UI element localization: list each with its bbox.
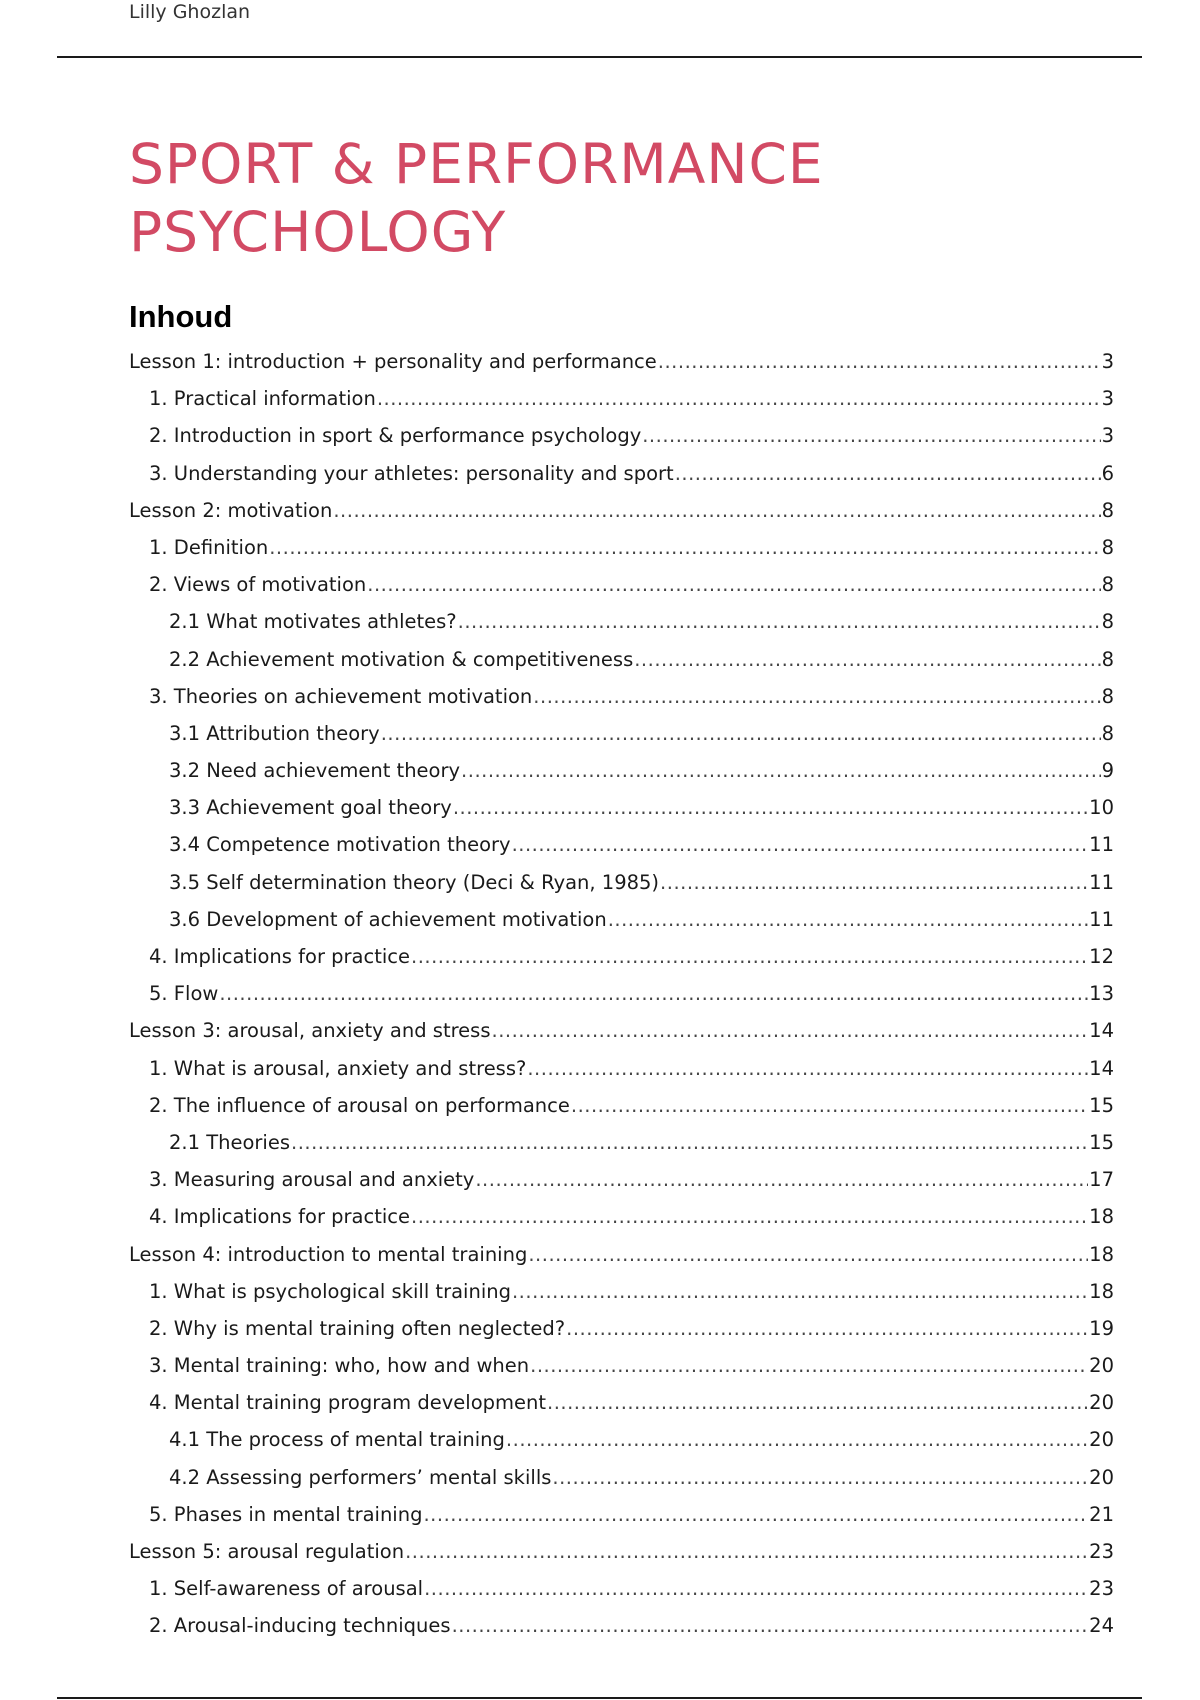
toc-entry-page-number[interactable]: 8: [1101, 721, 1114, 745]
toc-entry[interactable]: [129, 908, 1114, 945]
toc-entry-label[interactable]: 1. Self-awareness of arousal: [149, 1577, 424, 1601]
toc-entry[interactable]: [129, 1280, 1114, 1317]
toc-entry-label[interactable]: 3. Understanding your athletes: personality and sport: [149, 461, 674, 485]
header-author: Lilly Ghozlan: [129, 1, 251, 23]
toc-entry-label[interactable]: 1. Practical information: [149, 387, 376, 411]
toc-entry[interactable]: [129, 1391, 1114, 1428]
toc-dot-leader: [475, 1168, 1088, 1191]
toc-dot-leader: [452, 1614, 1089, 1637]
toc-entry-page-number[interactable]: 8: [1101, 610, 1114, 634]
toc-entry-label[interactable]: 2.1 Theories: [169, 1130, 290, 1154]
toc-entry-label[interactable]: 4. Implications for practice: [149, 945, 411, 968]
toc-dot-leader: [367, 573, 1100, 596]
toc-entry[interactable]: [129, 1354, 1114, 1391]
toc-entry-page-number[interactable]: 8: [1101, 535, 1114, 559]
toc-dot-leader: [458, 610, 1101, 633]
toc-entry-page-number[interactable]: 20: [1089, 1465, 1114, 1489]
header-divider: [57, 56, 1142, 58]
toc-entry[interactable]: [129, 499, 1114, 536]
toc-entry-page-number[interactable]: 15: [1089, 1130, 1114, 1154]
toc-entry[interactable]: [129, 573, 1114, 610]
toc-entry[interactable]: [129, 536, 1114, 573]
toc-entry-page-number[interactable]: 9: [1101, 759, 1114, 783]
toc-entry-page-number[interactable]: 3: [1101, 424, 1114, 448]
footer-divider: [57, 1697, 1142, 1699]
toc-entry[interactable]: [129, 1503, 1114, 1540]
toc-entry[interactable]: [129, 722, 1114, 759]
toc-entry[interactable]: [129, 462, 1114, 499]
toc-dot-leader: [381, 722, 1101, 745]
toc-entry[interactable]: [129, 610, 1114, 647]
toc-entry[interactable]: [129, 1243, 1114, 1280]
toc-dot-leader: [642, 424, 1100, 447]
toc-dot-leader: [547, 1391, 1088, 1414]
toc-dot-leader: [506, 1428, 1088, 1451]
toc-dot-leader: [634, 648, 1100, 671]
toc-entry-label[interactable]: 1. What is psychological skill training: [149, 1279, 511, 1303]
toc-entry[interactable]: [129, 350, 1114, 387]
toc-entry[interactable]: [129, 945, 1114, 982]
toc-entry-page-number[interactable]: 10: [1089, 796, 1114, 820]
toc-entry-page-number[interactable]: 21: [1089, 1502, 1114, 1526]
toc-entry-page-number[interactable]: 20: [1089, 1354, 1114, 1378]
toc-entry-page-number[interactable]: 18: [1089, 1242, 1114, 1266]
toc-dot-leader: [566, 1317, 1088, 1340]
toc-entry-label[interactable]: 1. What is arousal, anxiety and stress?: [149, 1056, 527, 1080]
toc-entry[interactable]: [129, 387, 1114, 424]
toc-dot-leader: [377, 387, 1101, 410]
toc-dot-leader: [411, 1205, 1088, 1228]
toc-entry-page-number[interactable]: 3: [1101, 350, 1114, 373]
toc-dot-leader: [660, 871, 1088, 894]
toc-entry-label[interactable]: 3.4 Competence motivation theory: [169, 833, 511, 857]
toc-entry-label[interactable]: 3.5 Self determination theory (Deci & Ryan, 1985): [169, 870, 660, 894]
toc-entry[interactable]: [129, 1131, 1114, 1168]
document-title-line-2: PSYCHOLOGY: [129, 200, 507, 264]
toc-entry-label[interactable]: Lesson 1: introduction + personality and performance: [129, 350, 657, 373]
toc-entry-label[interactable]: Lesson 5: arousal regulation: [129, 1540, 405, 1563]
toc-dot-leader: [512, 1280, 1088, 1303]
toc-entry-label[interactable]: 3. Measuring arousal and anxiety: [149, 1168, 475, 1192]
toc-dot-leader: [528, 1243, 1088, 1266]
toc-heading: Inhoud: [129, 299, 233, 334]
toc-entry-page-number[interactable]: 8: [1101, 647, 1114, 671]
toc-entry-page-number[interactable]: 8: [1101, 573, 1114, 597]
toc-entry-label[interactable]: 2.2 Achievement motivation & competitiveness: [169, 647, 634, 671]
toc-dot-leader: [552, 1466, 1088, 1489]
toc-dot-leader: [658, 350, 1101, 373]
toc-dot-leader: [291, 1131, 1088, 1154]
toc-entry-page-number[interactable]: 11: [1089, 907, 1114, 931]
toc-dot-leader: [461, 759, 1101, 782]
toc-entry-label[interactable]: 3.6 Development of achievement motivation: [169, 907, 607, 931]
toc-entry-label[interactable]: Lesson 3: arousal, anxiety and stress: [129, 1019, 491, 1043]
toc-entry-page-number[interactable]: 24: [1089, 1614, 1114, 1638]
document-title-line-1: SPORT & PERFORMANCE: [129, 132, 824, 196]
toc-entry[interactable]: [129, 685, 1114, 722]
toc-dot-leader: [530, 1354, 1088, 1377]
toc-entry-label[interactable]: 4. Implications for practice: [149, 1205, 411, 1229]
toc-entry-label[interactable]: 2. Introduction in sport & performance psychology: [149, 424, 642, 448]
toc-entry[interactable]: [129, 796, 1114, 833]
toc-entry-label[interactable]: 5. Flow: [149, 982, 219, 1006]
toc-dot-leader: [405, 1540, 1088, 1563]
table-of-contents: [129, 350, 1114, 1652]
toc-dot-leader: [269, 536, 1100, 559]
toc-entry-label[interactable]: 2. Why is mental training often neglected?: [149, 1316, 566, 1340]
toc-entry-page-number[interactable]: 8: [1101, 498, 1114, 522]
toc-entry-label[interactable]: 3.2 Need achievement theory: [169, 759, 461, 783]
toc-entry-page-number[interactable]: 18: [1089, 1205, 1114, 1229]
toc-entry-page-number[interactable]: 6: [1101, 461, 1114, 485]
toc-entry-label[interactable]: 3. Mental training: who, how and when: [149, 1354, 530, 1378]
toc-entry-page-number[interactable]: 14: [1089, 1056, 1114, 1080]
toc-entry-label[interactable]: 4.2 Assessing performers’ mental skills: [169, 1465, 552, 1489]
toc-entry-page-number[interactable]: 23: [1089, 1577, 1114, 1601]
toc-entry-page-number[interactable]: 11: [1089, 833, 1114, 857]
toc-entry[interactable]: [129, 982, 1114, 1019]
toc-entry[interactable]: [129, 1614, 1114, 1651]
toc-dot-leader: [571, 1094, 1088, 1117]
toc-entry-label[interactable]: 4.1 The process of mental training: [169, 1428, 505, 1452]
toc-dot-leader: [411, 945, 1088, 968]
toc-entry-label[interactable]: 2. Arousal-inducing techniques: [149, 1614, 451, 1638]
toc-entry[interactable]: [129, 1205, 1114, 1242]
toc-entry-page-number[interactable]: 23: [1089, 1540, 1114, 1563]
toc-entry-page-number[interactable]: 20: [1089, 1391, 1114, 1415]
toc-entry-page-number[interactable]: 3: [1101, 387, 1114, 411]
toc-entry-page-number[interactable]: 12: [1089, 945, 1114, 968]
toc-dot-leader: [333, 499, 1100, 522]
toc-entry-page-number[interactable]: 18: [1089, 1279, 1114, 1303]
toc-entry[interactable]: [129, 1540, 1114, 1577]
toc-dot-leader: [423, 1503, 1088, 1526]
toc-entry-page-number[interactable]: 13: [1089, 982, 1114, 1006]
toc-entry[interactable]: [129, 1577, 1114, 1614]
toc-entry[interactable]: [129, 1317, 1114, 1354]
toc-entry[interactable]: [129, 424, 1114, 461]
toc-entry-page-number[interactable]: 14: [1089, 1019, 1114, 1043]
toc-entry-page-number[interactable]: 20: [1089, 1428, 1114, 1452]
toc-entry-label[interactable]: Lesson 4: introduction to mental training: [129, 1242, 528, 1266]
toc-entry[interactable]: [129, 759, 1114, 796]
document-title: [129, 130, 1029, 266]
toc-dot-leader: [219, 982, 1088, 1005]
toc-dot-leader: [533, 685, 1100, 708]
toc-dot-leader: [527, 1057, 1088, 1080]
toc-entry-label[interactable]: 2. Views of motivation: [149, 573, 367, 597]
toc-entry[interactable]: [129, 1428, 1114, 1465]
toc-entry-page-number[interactable]: 17: [1089, 1168, 1114, 1192]
toc-dot-leader: [675, 462, 1101, 485]
toc-entry[interactable]: [129, 1019, 1114, 1056]
toc-entry-page-number[interactable]: 15: [1089, 1093, 1114, 1117]
toc-entry[interactable]: [129, 648, 1114, 685]
toc-entry-label[interactable]: Lesson 2: motivation: [129, 498, 333, 522]
toc-entry-label[interactable]: 4. Mental training program development: [149, 1391, 547, 1415]
toc-entry[interactable]: [129, 1466, 1114, 1503]
toc-entry-page-number[interactable]: 11: [1089, 870, 1114, 894]
toc-entry-label[interactable]: 5. Phases in mental training: [149, 1502, 423, 1526]
toc-entry-label[interactable]: 2. The influence of arousal on performance: [149, 1093, 570, 1117]
toc-entry-label[interactable]: 2.1 What motivates athletes?: [169, 610, 457, 634]
toc-entry-label[interactable]: 3. Theories on achievement motivation: [149, 684, 533, 708]
toc-entry-page-number[interactable]: 8: [1101, 684, 1114, 708]
toc-entry-page-number[interactable]: 19: [1089, 1316, 1114, 1340]
toc-entry-label[interactable]: 3.3 Achievement goal theory: [169, 796, 452, 820]
toc-dot-leader: [492, 1019, 1089, 1042]
toc-entry[interactable]: [129, 871, 1114, 908]
toc-dot-leader: [512, 833, 1089, 856]
toc-entry-label[interactable]: 3.1 Attribution theory: [169, 721, 380, 745]
toc-entry[interactable]: [129, 833, 1114, 870]
toc-dot-leader: [453, 796, 1088, 819]
toc-entry[interactable]: [129, 1094, 1114, 1131]
toc-entry[interactable]: [129, 1057, 1114, 1094]
toc-entry[interactable]: [129, 1168, 1114, 1205]
toc-dot-leader: [424, 1577, 1088, 1600]
toc-entry-label[interactable]: 1. Definition: [149, 535, 269, 559]
toc-dot-leader: [608, 908, 1088, 931]
